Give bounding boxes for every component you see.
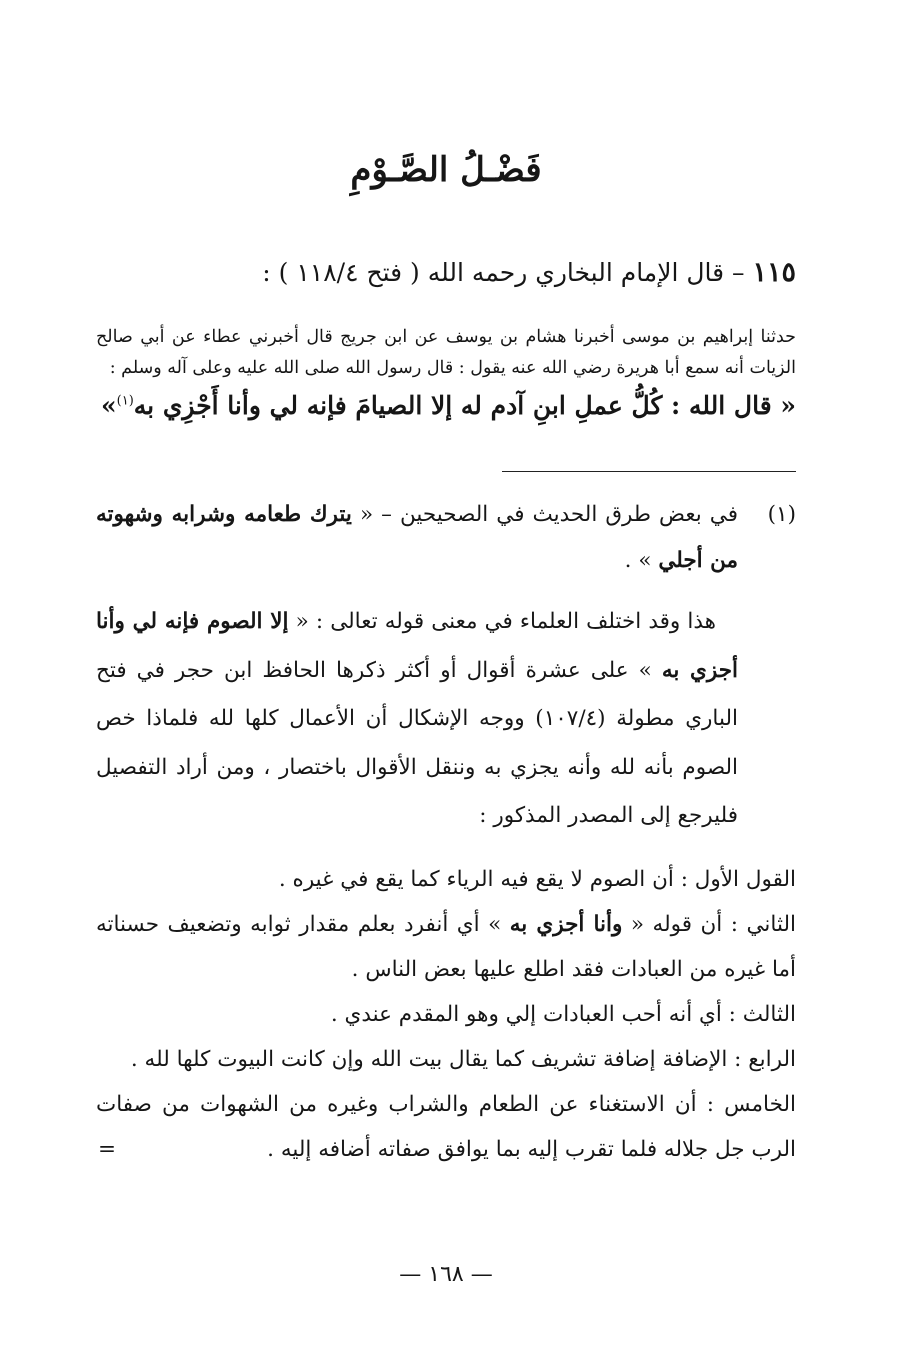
footnotes [96,492,796,1172]
paragraph-start: هذا وقد اختلف العلماء في معنى قوله تعالى : « [295,609,716,634]
footnote-text-bold: يترك طعامه وشرابه وشهوته من أجلي [96,502,738,573]
opinion-2 [96,902,796,992]
opinion-2-quote: وأنا أجزي به [509,911,623,937]
hadith-matn [96,390,796,423]
matn-open-quote: « [780,391,796,420]
matn-close-quote: » [101,391,117,420]
footnote-paragraph [96,598,796,841]
hadith-number: ١١٥ [752,257,796,288]
continuation-mark: = [98,1136,117,1162]
page-number: — ١٦٨ — [399,1262,493,1287]
footnote-separator [502,471,796,472]
opinion-4: الرابع : الإضافة إضافة تشريف كما يقال بيت الله وإن كانت البيوت كلها لله . [130,1046,796,1072]
footnote-reference: (١) [116,393,134,409]
footnote-text-end: » . [624,548,652,573]
opinion-2-end: » أي أنفرد بعلم مقدار ثوابه وتضعيف حسناته أما غيره من العبادات فقد اطلع عليها بعض الناس . [96,911,796,982]
paragraph-end: » على عشرة أقوال أو أكثر ذكرها الحافظ ابن حجر في فتح الباري مطولة (١٠٧/٤) ووجه الإشكال أن الأعمال كلها لله فلماذا خص الصوم بأنه لله وأنه يجزي به وننقل الأقوال باختصار ، ومن أراد التفصيل فليرجع إلى المصدر المذكور : [96,657,738,828]
footnote-1 [96,492,796,584]
opinion-2-start: الثاني : أن قوله « [630,911,796,937]
opinions-list [96,857,796,1172]
hadith-heading [96,255,796,290]
paragraph-quote: إلا الصوم فإنه لي وأنا أجزي به [96,609,738,683]
opinion-1: القول الأول : أن الصوم لا يقع فيه الرياء كما يقع في غيره . [278,866,796,892]
footnote-text-start: في بعض طرق الحديث في الصحيحين – « [359,502,739,527]
matn-text: قال الله : كُلُّ عملِ ابنِ آدم له إلا الصيامَ فإنه لي وأنا أَجْزِي به [133,391,772,420]
book-page [96,0,796,1357]
chapter-title: فَضْـلُ الصَّـوْمِ [350,150,542,190]
opinion-3: الثالث : أي أنه أحب العبادات إلي وهو المقدم عندي . [330,1001,796,1027]
hadith-heading-text: – قال الإمام البخاري رحمه الله ( فتح ١١٨/٤ ) : [262,258,745,287]
opinion-5 [96,1082,796,1172]
hadith-isnad: حدثنا إبراهيم بن موسى أخبرنا هشام بن يوسف عن ابن جريج قال أخبرني عطاء عن أبي صالح الزيات أنه سمع أبا هريرة رضي الله عنه يقول : قال رسول الله صلى الله عليه وعلى آله وسلم : [96,327,796,378]
footnote-marker: (١) [767,502,796,527]
opinion-5-text: الخامس : أن الاستغناء عن الطعام والشراب وغيره من الشهوات من صفات الرب جل جلاله فلما تقرب إليه بما يوافق صفاته أضافه إليه . [96,1091,796,1162]
